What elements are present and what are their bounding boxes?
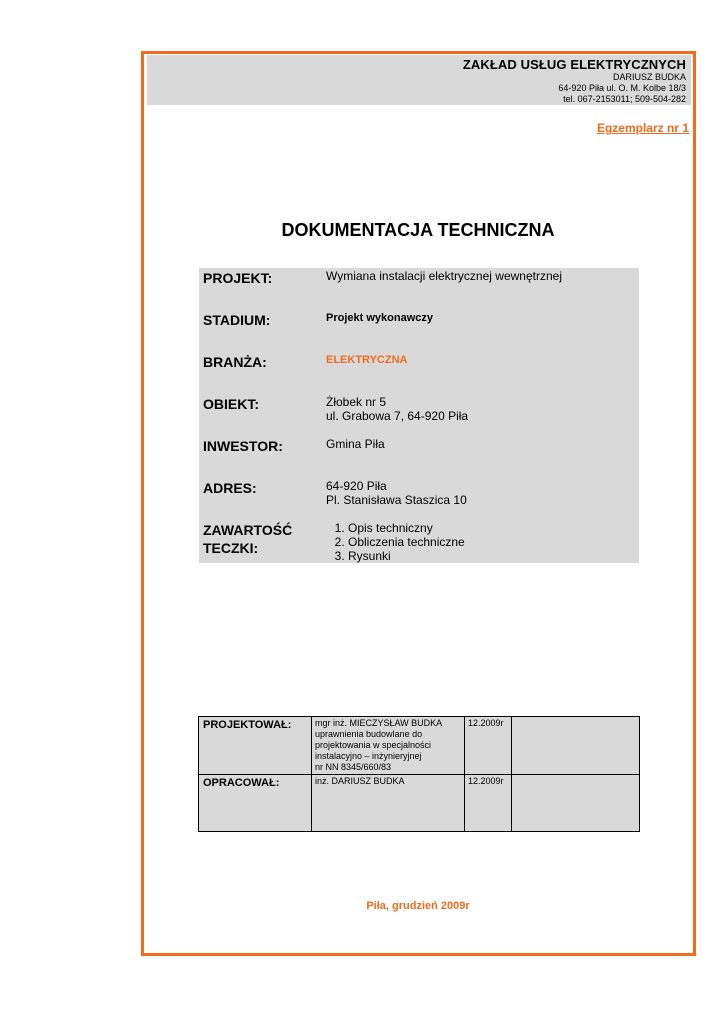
obiekt-label: OBIEKT: — [203, 396, 259, 412]
projektowal-qual-line: instalacyjno – inżynieryjnej — [315, 751, 422, 761]
opracowal-role: OPRACOWAŁ: — [199, 775, 312, 832]
zawartosc-label-line2: TECZKI: — [203, 540, 259, 556]
projektowal-role: PROJEKTOWAŁ: — [199, 717, 312, 775]
zawartosc-list — [326, 521, 465, 563]
obiekt-value — [326, 395, 468, 423]
opracowal-date: 12.2009r — [465, 775, 512, 832]
adres-value — [326, 479, 467, 507]
company-name: ZAKŁAD USŁUG ELEKTRYCZNYCH — [462, 57, 686, 72]
inwestor-value: Gmina Piła — [326, 437, 385, 451]
company-header — [147, 55, 691, 105]
branza-label: BRANŻA: — [203, 354, 267, 370]
company-owner: DARIUSZ BUDKA — [612, 72, 686, 82]
projektowal-date: 12.2009r — [465, 717, 512, 775]
signature-table — [198, 716, 640, 832]
copy-number-label: Egzemplarz nr 1 — [596, 121, 689, 135]
projektowal-qual-line: projektowania w specjalności — [315, 740, 432, 750]
projektowal-signature-cell — [512, 717, 640, 775]
table-row — [199, 775, 640, 832]
opracowal-signature-cell — [512, 775, 640, 832]
branza-value: ELEKTRYCZNA — [326, 354, 408, 366]
projektowal-name: mgr inż. MIECZYSŁAW BUDKA — [315, 718, 443, 728]
place-date-footer: Piła, grudzień 2009r — [366, 900, 470, 912]
projektowal-license-number: nr NN 8345/660/83 — [315, 762, 392, 772]
opracowal-name: inż. DARIUSZ BUDKA — [312, 775, 465, 832]
zawartosc-label — [203, 521, 292, 557]
company-phone: tel. 067-2153011; 509-504-282 — [563, 94, 686, 104]
table-row — [199, 717, 640, 775]
zawartosc-label-line1: ZAWARTOŚĆ — [203, 522, 293, 538]
obiekt-line1: Żłobek nr 5 — [326, 395, 387, 409]
list-item: 2. Obliczenia techniczne — [348, 535, 465, 549]
obiekt-line2: ul. Grabowa 7, 64-920 Piła — [326, 409, 469, 423]
projekt-value: Wymiana instalacji elektrycznej wewnętrznej — [326, 269, 562, 283]
project-info-panel — [199, 268, 639, 563]
projekt-label: PROJEKT: — [203, 270, 273, 286]
adres-line2: Pl. Stanisława Staszica 10 — [326, 493, 467, 507]
projektowal-qual-line: uprawnienia budowlane do — [315, 729, 423, 739]
adres-line1: 64-920 Piła — [326, 479, 387, 493]
company-address: 64-920 Piła ul. O. M. Kolbe 18/3 — [558, 83, 686, 93]
projektowal-details — [312, 717, 465, 775]
adres-label: ADRES: — [203, 480, 257, 496]
inwestor-label: INWESTOR: — [203, 438, 283, 454]
stadium-label: STADIUM: — [203, 312, 271, 328]
list-item: 1. Opis techniczny — [348, 521, 465, 535]
stadium-value: Projekt wykonawczy — [326, 312, 433, 324]
list-item: 3. Rysunki — [348, 549, 465, 563]
document-title: DOKUMENTACJA TECHNICZNA — [281, 220, 555, 240]
